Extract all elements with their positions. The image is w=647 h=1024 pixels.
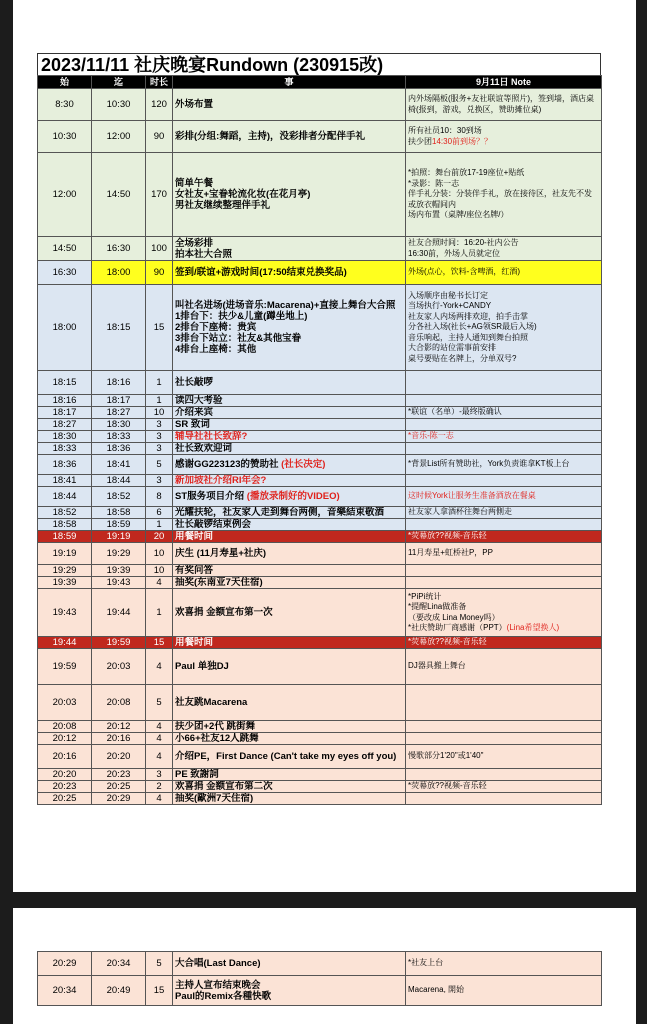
event-text: 介绍PE，First Dance (Can't take my eyes off you) xyxy=(175,751,397,762)
table-row xyxy=(38,976,602,1006)
end-time-cell: 20:23 xyxy=(92,769,146,781)
note-cell xyxy=(406,89,602,121)
note-cell xyxy=(406,952,602,976)
end-time-cell: 20:03 xyxy=(92,649,146,685)
end-time-cell: 18:41 xyxy=(92,455,146,475)
end-time-cell: 20:20 xyxy=(92,745,146,769)
start-time-cell: 18:58 xyxy=(38,519,92,531)
duration-cell: 5 xyxy=(146,455,173,475)
event-cell xyxy=(173,531,406,543)
end-time-cell: 18:59 xyxy=(92,519,146,531)
table-row xyxy=(38,565,602,577)
table-row xyxy=(38,637,602,649)
header-event: 事 xyxy=(173,76,406,89)
duration-cell: 5 xyxy=(146,685,173,721)
duration-cell: 15 xyxy=(146,637,173,649)
table-row xyxy=(38,531,602,543)
event-cell xyxy=(173,153,406,237)
start-time-cell: 16:30 xyxy=(38,261,92,285)
event-text: 庆生 (11月寿星+社庆) xyxy=(175,548,267,559)
event-cell xyxy=(173,237,406,261)
table-row xyxy=(38,507,602,519)
start-time-cell: 20:34 xyxy=(38,976,92,1006)
start-time-cell: 19:39 xyxy=(38,577,92,589)
header-end: 迄 xyxy=(92,76,146,89)
event-cell xyxy=(173,395,406,407)
table-row xyxy=(38,395,602,407)
page-title: 2023/11/11 社庆晚宴Rundown (230915改) xyxy=(37,53,601,75)
note-cell xyxy=(406,419,602,431)
duration-cell: 3 xyxy=(146,443,173,455)
end-time-cell: 20:12 xyxy=(92,721,146,733)
end-time-cell: 20:16 xyxy=(92,733,146,745)
end-time-cell: 18:16 xyxy=(92,371,146,395)
event-cell xyxy=(173,261,406,285)
table-row xyxy=(38,121,602,153)
event-cell xyxy=(173,721,406,733)
start-time-cell: 20:03 xyxy=(38,685,92,721)
end-time-cell: 19:29 xyxy=(92,543,146,565)
table-row xyxy=(38,487,602,507)
event-text: 社长致欢迎词 xyxy=(175,443,233,454)
duration-cell: 4 xyxy=(146,721,173,733)
note-text: *荧幕放??视频-音乐轻 xyxy=(408,781,487,791)
event-text: 全场彩排 拍本社大合照 xyxy=(175,237,233,260)
event-cell xyxy=(173,419,406,431)
duration-cell: 1 xyxy=(146,371,173,395)
note-cell xyxy=(406,577,602,589)
start-time-cell: 18:17 xyxy=(38,407,92,419)
end-time-cell: 16:30 xyxy=(92,237,146,261)
start-time-cell: 8:30 xyxy=(38,89,92,121)
table-row xyxy=(38,589,602,637)
start-time-cell: 20:16 xyxy=(38,745,92,769)
note-cell xyxy=(406,733,602,745)
note-cell xyxy=(406,721,602,733)
table-row xyxy=(38,649,602,685)
event-cell xyxy=(173,733,406,745)
note-cell xyxy=(406,649,602,685)
table-row xyxy=(38,733,602,745)
start-time-cell: 10:30 xyxy=(38,121,92,153)
table-row xyxy=(38,261,602,285)
event-text: 小66+社友12人跳舞 xyxy=(175,733,259,744)
end-time-cell: 19:43 xyxy=(92,577,146,589)
event-text: 用餐时间 xyxy=(175,637,214,648)
table-row xyxy=(38,407,602,419)
rundown-table-continued xyxy=(37,951,602,1006)
duration-cell: 10 xyxy=(146,565,173,577)
note-text: *PiPi统计 *提醒Lina做准备 （要改成 Lina Money吗） *社庆赞助厂商感谢（PPT） xyxy=(408,591,507,632)
end-time-cell: 18:36 xyxy=(92,443,146,455)
event-cell xyxy=(173,976,406,1006)
event-cell xyxy=(173,121,406,153)
rundown-table xyxy=(37,75,602,805)
note-cell xyxy=(406,237,602,261)
end-time-cell: 18:15 xyxy=(92,285,146,371)
end-time-cell: 10:30 xyxy=(92,89,146,121)
table-row xyxy=(38,89,602,121)
end-time-cell: 20:29 xyxy=(92,793,146,805)
start-time-cell: 12:00 xyxy=(38,153,92,237)
event-cell xyxy=(173,793,406,805)
end-time-cell: 18:30 xyxy=(92,419,146,431)
duration-cell: 5 xyxy=(146,952,173,976)
note-cell xyxy=(406,637,602,649)
event-cell xyxy=(173,781,406,793)
table-row xyxy=(38,371,602,395)
table-row xyxy=(38,685,602,721)
start-time-cell: 18:59 xyxy=(38,531,92,543)
duration-cell: 10 xyxy=(146,543,173,565)
event-text: 主持人宣布结束晚会 Paul的Remix各種快歌 xyxy=(175,979,272,1002)
duration-cell: 2 xyxy=(146,781,173,793)
start-time-cell: 18:15 xyxy=(38,371,92,395)
event-cell xyxy=(173,589,406,637)
event-text: 抽奖(歐洲7天住宿) xyxy=(175,793,254,804)
note-text: Macarena, 開始 xyxy=(408,985,465,995)
note-cell xyxy=(406,443,602,455)
start-time-cell: 18:41 xyxy=(38,475,92,487)
table-row xyxy=(38,721,602,733)
event-text: PE 致謝詞 xyxy=(175,769,219,780)
duration-cell: 170 xyxy=(146,153,173,237)
event-text: Paul 单独DJ xyxy=(175,661,229,672)
duration-cell: 1 xyxy=(146,589,173,637)
table-header-row xyxy=(38,76,602,89)
duration-cell: 3 xyxy=(146,431,173,443)
table-row xyxy=(38,577,602,589)
duration-cell: 4 xyxy=(146,577,173,589)
start-time-cell: 19:43 xyxy=(38,589,92,637)
note-text: 社友合照时间：16:20-社内公告 16:30前，外场人员就定位 xyxy=(408,238,519,258)
header-start: 始 xyxy=(38,76,92,89)
note-cell xyxy=(406,565,602,577)
table-row xyxy=(38,793,602,805)
note-cell xyxy=(406,685,602,721)
event-cell xyxy=(173,89,406,121)
end-time-cell: 20:49 xyxy=(92,976,146,1006)
start-time-cell: 14:50 xyxy=(38,237,92,261)
end-time-cell: 20:25 xyxy=(92,781,146,793)
event-text: 用餐时间 xyxy=(175,531,214,542)
event-text: 简单午餐 女社友+宝眷轮流化妆(在花月亭) 男社友继续整理伴手礼 xyxy=(175,178,311,211)
duration-cell: 15 xyxy=(146,976,173,1006)
duration-cell: 1 xyxy=(146,519,173,531)
table-row xyxy=(38,745,602,769)
event-text: ST服务项目介绍 xyxy=(175,491,245,502)
note-text: *荧幕放??视频-音乐轻 xyxy=(408,637,487,647)
start-time-cell: 18:36 xyxy=(38,455,92,475)
start-time-cell: 19:44 xyxy=(38,637,92,649)
note-cell xyxy=(406,507,602,519)
note-text: 所有社员10：30到场 扶少团 xyxy=(408,126,482,146)
end-time-cell: 18:17 xyxy=(92,395,146,407)
event-text: 读四大考验 xyxy=(175,395,223,406)
event-text: 社长敲锣结束例会 xyxy=(175,519,252,530)
event-text: 欢喜捐 金额宣布第一次 xyxy=(175,607,273,618)
note-text: *荧幕放??视频-音乐轻 xyxy=(408,531,487,541)
table-row xyxy=(38,153,602,237)
start-time-cell: 20:25 xyxy=(38,793,92,805)
duration-cell: 4 xyxy=(146,733,173,745)
duration-cell: 3 xyxy=(146,475,173,487)
duration-cell: 90 xyxy=(146,121,173,153)
end-time-cell: 18:52 xyxy=(92,487,146,507)
event-text: 叫社名进场(进场音乐:Macarena)+直接上舞台大合照 1排台下：扶少&儿童(蹲坐地上) 2排台下座椅：贵宾 3排台下站立：社友&其他宝眷 4排台上座椅：其他 xyxy=(175,300,396,355)
note-text: 外场(点心，饮料-含啤酒，红酒) xyxy=(408,267,520,277)
start-time-cell: 19:29 xyxy=(38,565,92,577)
event-text: 扶少团+2代 跳街舞 xyxy=(175,721,255,732)
event-text: SR 致词 xyxy=(175,419,210,430)
duration-cell: 3 xyxy=(146,769,173,781)
note-text: 这时候York让服务生准备酒放在餐桌 xyxy=(408,491,536,501)
note-remark: (Lina希望换人) xyxy=(506,623,560,632)
note-cell xyxy=(406,745,602,769)
end-time-cell: 19:19 xyxy=(92,531,146,543)
event-cell xyxy=(173,745,406,769)
event-cell xyxy=(173,519,406,531)
note-cell xyxy=(406,431,602,443)
note-cell xyxy=(406,487,602,507)
event-text: 介绍来宾 xyxy=(175,407,214,418)
duration-cell: 100 xyxy=(146,237,173,261)
note-cell xyxy=(406,543,602,565)
duration-cell: 8 xyxy=(146,487,173,507)
note-text: *音乐-陈一志 xyxy=(408,431,454,441)
table-row xyxy=(38,443,602,455)
note-text: 入场顺序由秘书长订定 当场执行-York+CANDY 社友家人内场两排欢迎，拍手击掌 分各社入场(社长+AG领SR最后入场) 音乐响起，主持人通知到舞台拍照 大合影的站位需事前安排 桌号要贴在名牌上，分单双号? xyxy=(408,290,537,363)
event-cell xyxy=(173,952,406,976)
start-time-cell: 20:29 xyxy=(38,952,92,976)
event-cell xyxy=(173,285,406,371)
event-cell xyxy=(173,649,406,685)
start-time-cell: 20:20 xyxy=(38,769,92,781)
end-time-cell: 19:59 xyxy=(92,637,146,649)
event-text: 感谢GG223123的赞助社 xyxy=(175,459,279,470)
note-cell xyxy=(406,976,602,1006)
event-text: 外场布置 xyxy=(175,99,214,110)
table-row xyxy=(38,543,602,565)
table-row xyxy=(38,769,602,781)
start-time-cell: 18:30 xyxy=(38,431,92,443)
start-time-cell: 18:16 xyxy=(38,395,92,407)
note-text: *拍照：舞台前放17-19座位+贴纸 *录影：陈一志 伴手礼分装：分装伴手礼，放在接待区，社友先不发或放衣帽间内 场内布置（桌牌/座位名牌/） xyxy=(408,168,592,220)
start-time-cell: 19:19 xyxy=(38,543,92,565)
document-page-2 xyxy=(13,908,636,1024)
event-text: 新加坡社介绍RI年会? xyxy=(175,475,267,486)
note-text: 慢歌部分1'20"或1'40" xyxy=(408,751,484,761)
note-cell xyxy=(406,589,602,637)
note-cell xyxy=(406,407,602,419)
start-time-cell: 19:59 xyxy=(38,649,92,685)
duration-cell: 120 xyxy=(146,89,173,121)
note-text: 社友家人拿酒杯往舞台两側走 xyxy=(408,507,512,517)
table-row xyxy=(38,519,602,531)
event-text: 光耀扶轮，社友家人走到舞台两侧，音樂結束敬酒 xyxy=(175,507,385,518)
end-time-cell: 14:50 xyxy=(92,153,146,237)
duration-cell: 1 xyxy=(146,395,173,407)
note-cell xyxy=(406,781,602,793)
note-cell xyxy=(406,475,602,487)
note-remark: 14:30前到场？？ xyxy=(432,136,493,146)
start-time-cell: 20:08 xyxy=(38,721,92,733)
event-remark: (社长决定) xyxy=(281,459,326,470)
end-time-cell: 12:00 xyxy=(92,121,146,153)
event-cell xyxy=(173,407,406,419)
table-row xyxy=(38,285,602,371)
event-cell xyxy=(173,371,406,395)
event-cell xyxy=(173,431,406,443)
event-remark: (播放录制好的VIDEO) xyxy=(246,491,340,502)
start-time-cell: 18:52 xyxy=(38,507,92,519)
duration-cell: 90 xyxy=(146,261,173,285)
note-text: DJ器具搬上舞台 xyxy=(408,661,466,671)
duration-cell: 4 xyxy=(146,793,173,805)
duration-cell: 20 xyxy=(146,531,173,543)
end-time-cell: 19:39 xyxy=(92,565,146,577)
event-text: 签到/联谊+游戏时间(17:50结束兑换奖品) xyxy=(175,267,347,278)
event-cell xyxy=(173,443,406,455)
end-time-cell: 18:58 xyxy=(92,507,146,519)
end-time-cell: 18:44 xyxy=(92,475,146,487)
event-cell xyxy=(173,487,406,507)
header-duration: 时长 xyxy=(146,76,173,89)
event-cell xyxy=(173,565,406,577)
note-cell xyxy=(406,261,602,285)
start-time-cell: 18:33 xyxy=(38,443,92,455)
duration-cell: 10 xyxy=(146,407,173,419)
note-cell xyxy=(406,793,602,805)
event-cell xyxy=(173,455,406,475)
duration-cell: 6 xyxy=(146,507,173,519)
event-cell xyxy=(173,637,406,649)
note-cell xyxy=(406,769,602,781)
note-text: *背景List所有赞助社，York负责谁拿KT板上台 xyxy=(408,459,570,469)
table-row xyxy=(38,237,602,261)
note-text: *社友上台 xyxy=(408,958,444,968)
event-cell xyxy=(173,507,406,519)
note-cell xyxy=(406,531,602,543)
event-cell xyxy=(173,577,406,589)
duration-cell: 15 xyxy=(146,285,173,371)
note-text: *联谊（名单）-最终版确认 xyxy=(408,407,502,417)
end-time-cell: 20:34 xyxy=(92,952,146,976)
note-text: 11月寿星+虹桥社P，PP xyxy=(408,548,493,558)
event-cell xyxy=(173,543,406,565)
start-time-cell: 18:27 xyxy=(38,419,92,431)
event-cell xyxy=(173,769,406,781)
end-time-cell: 18:27 xyxy=(92,407,146,419)
note-cell xyxy=(406,371,602,395)
note-text: 内外场隔板(服务+友社联谊等照片)，签到墙，酒店桌椅(报到，游戏，兑换区，赞助摊位桌) xyxy=(408,94,594,114)
end-time-cell: 18:33 xyxy=(92,431,146,443)
table-row xyxy=(38,431,602,443)
header-note: 9月11日 Note xyxy=(406,76,602,89)
note-cell xyxy=(406,285,602,371)
event-text: 社友跳Macarena xyxy=(175,697,248,708)
table-row xyxy=(38,781,602,793)
duration-cell: 4 xyxy=(146,745,173,769)
note-cell xyxy=(406,455,602,475)
event-text: 社长敲啰 xyxy=(175,377,214,388)
table-row xyxy=(38,455,602,475)
event-text: 彩排(分组:舞蹈，主持)，没彩排者分配伴手礼 xyxy=(175,131,365,142)
event-text: 辅导社社长致辞? xyxy=(175,431,248,442)
event-text: 欢喜捐 金额宣布第二次 xyxy=(175,781,273,792)
start-time-cell: 20:12 xyxy=(38,733,92,745)
note-cell xyxy=(406,395,602,407)
start-time-cell: 18:44 xyxy=(38,487,92,507)
note-cell xyxy=(406,519,602,531)
table-row xyxy=(38,952,602,976)
end-time-cell: 18:00 xyxy=(92,261,146,285)
document-page-1 xyxy=(13,0,636,892)
event-cell xyxy=(173,685,406,721)
event-text: 有奖问答 xyxy=(175,565,214,576)
note-cell xyxy=(406,153,602,237)
end-time-cell: 20:08 xyxy=(92,685,146,721)
table-row xyxy=(38,419,602,431)
start-time-cell: 18:00 xyxy=(38,285,92,371)
end-time-cell: 19:44 xyxy=(92,589,146,637)
duration-cell: 4 xyxy=(146,649,173,685)
event-cell xyxy=(173,475,406,487)
event-text: 大合唱(Last Dance) xyxy=(175,958,261,969)
event-text: 抽奖(东南亚7天住宿) xyxy=(175,577,263,588)
start-time-cell: 20:23 xyxy=(38,781,92,793)
note-cell xyxy=(406,121,602,153)
duration-cell: 3 xyxy=(146,419,173,431)
table-row xyxy=(38,475,602,487)
